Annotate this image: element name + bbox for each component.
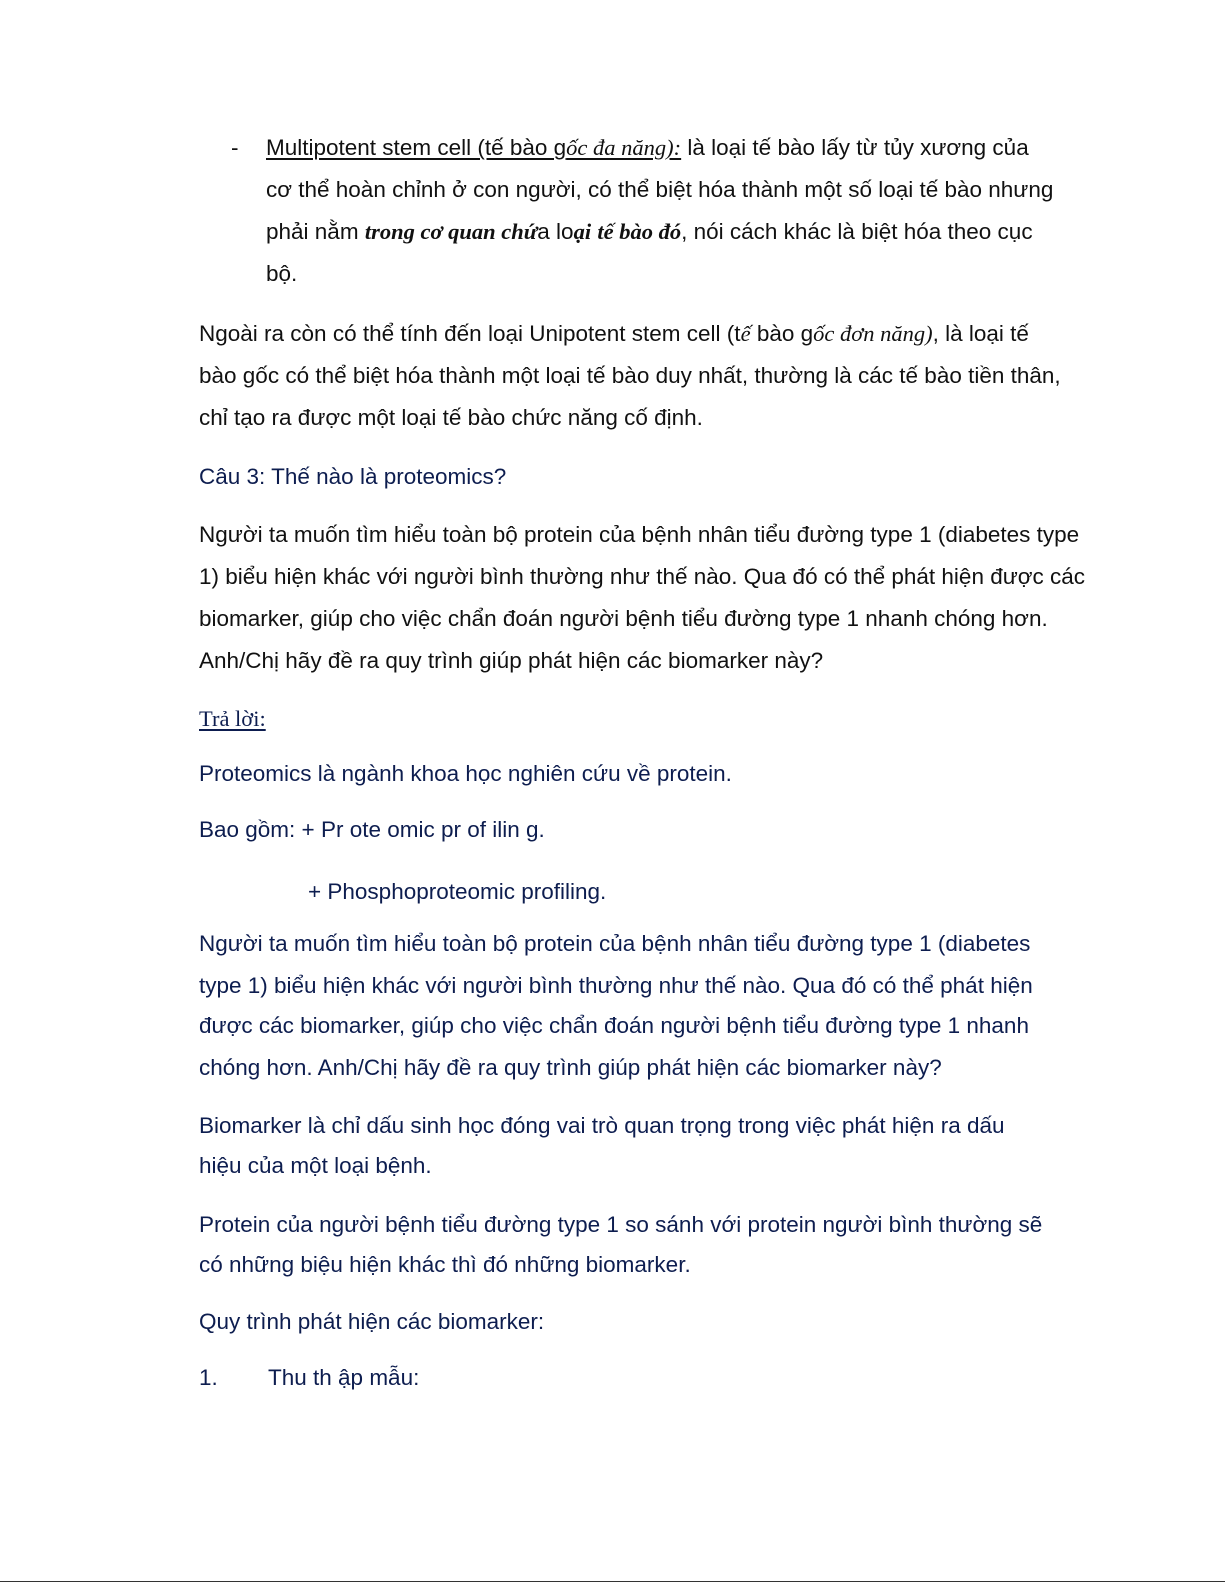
unipotent-line-3: chỉ tạo ra được một loại tế bào chức năng cố định. <box>199 405 703 430</box>
question-2-line-2: type 1) biểu hiện khác với người bình thường như thế nào. Qua đó có thể phát hiện <box>199 973 1033 998</box>
question-2-line-1: Người ta muốn tìm hiểu toàn bộ protein của bệnh nhân tiểu đường type 1 (diabetes <box>199 931 1031 956</box>
protein-compare-line-2: có những biệu hiện khác thì đó những biomarker. <box>199 1252 691 1277</box>
bullet-line-4: bộ. <box>266 261 298 286</box>
multipotent-label: Multipotent stem cell (tế bào g <box>266 135 567 160</box>
bullet-marker: - <box>231 135 239 160</box>
proteomics-definition: Proteomics là ngành khoa học nghiên cứu về protein. <box>199 761 732 786</box>
question-1-line-1: Người ta muốn tìm hiểu toàn bộ protein của bệnh nhân tiểu đường type 1 (diabetes type <box>199 522 1080 547</box>
multipotent-label-italic: ốc đa năng): <box>566 135 682 160</box>
unipotent-line-2: bào gốc có thể biệt hóa thành một loại tế bào duy nhất, thường là các tế bào tiền thân, <box>199 363 1061 388</box>
bullet-line-3 <box>266 217 1033 247</box>
protein-compare-line-1: Protein của người bệnh tiểu đường type 1 so sánh với protein người bình thường sẽ <box>199 1212 1043 1237</box>
biomarker-def-line-2: hiệu của một loại bệnh. <box>199 1153 432 1178</box>
question-2-line-4: chóng hơn. Anh/Chị hãy đề ra quy trình giúp phát hiện các biomarker này? <box>199 1055 942 1080</box>
bullet-line-3-c: a lo <box>537 219 574 244</box>
question-2-line-3: được các biomarker, giúp cho việc chẩn đoán người bệnh tiểu đường type 1 nhanh <box>199 1013 1029 1038</box>
bullet-line-3-rest: , nói cách khác là biệt hóa theo cục <box>681 219 1033 244</box>
includes-sub: + Phosphoproteomic profiling. <box>308 879 607 904</box>
biomarker-def-line-1: Biomarker là chỉ dấu sinh học đóng vai trò quan trọng trong việc phát hiện ra dấu <box>199 1113 1005 1138</box>
bullet-line-3-emph-3: tế bào đó <box>597 219 682 244</box>
process-heading: Quy trình phát hiện các biomarker: <box>199 1309 545 1334</box>
unipotent-term-italic: ốc đơn năng) <box>813 321 933 346</box>
bullet-line-3-emph-2: ại <box>573 219 592 244</box>
unipotent-line-1 <box>199 319 1029 349</box>
unipotent-line-1-c: bào g <box>750 321 814 346</box>
unipotent-line-1-b: ế <box>740 321 751 346</box>
bullet-line-1 <box>266 133 1029 163</box>
page-bottom-edge <box>0 1581 1225 1582</box>
step-1-number: 1. <box>199 1365 218 1390</box>
question-heading: Câu 3: Thế nào là proteomics? <box>199 464 507 489</box>
bullet-line-2: cơ thể hoàn chỉnh ở con người, có thể biệt hóa thành một số loại tế bào nhưng <box>266 177 1054 202</box>
includes-line: Bao gồm: + Pr ote omic pr of ilin g. <box>199 817 545 842</box>
bullet-line-3-a: phải nằm <box>266 219 365 244</box>
question-1-line-2: 1) biểu hiện khác với người bình thường như thế nào. Qua đó có thể phát hiện được các <box>199 564 1086 589</box>
answer-label: Trả lời: <box>199 706 266 731</box>
question-1-line-3: biomarker, giúp cho việc chẩn đoán người bệnh tiểu đường type 1 nhanh chóng hơn. <box>199 606 1048 631</box>
question-1-line-4: Anh/Chị hãy đề ra quy trình giúp phát hiện các biomarker này? <box>199 648 824 673</box>
unipotent-line-1-e: , là loại tế <box>932 321 1029 346</box>
unipotent-line-1-a: Ngoài ra còn có thể tính đến loại Unipotent stem cell (t <box>199 321 741 346</box>
bullet-line-1-rest: là loại tế bào lấy từ tủy xương của <box>681 135 1029 160</box>
bullet-line-3-emph-1: trong cơ quan chứ <box>364 219 538 244</box>
step-1-text: Thu th ập mẫu: <box>268 1365 420 1390</box>
